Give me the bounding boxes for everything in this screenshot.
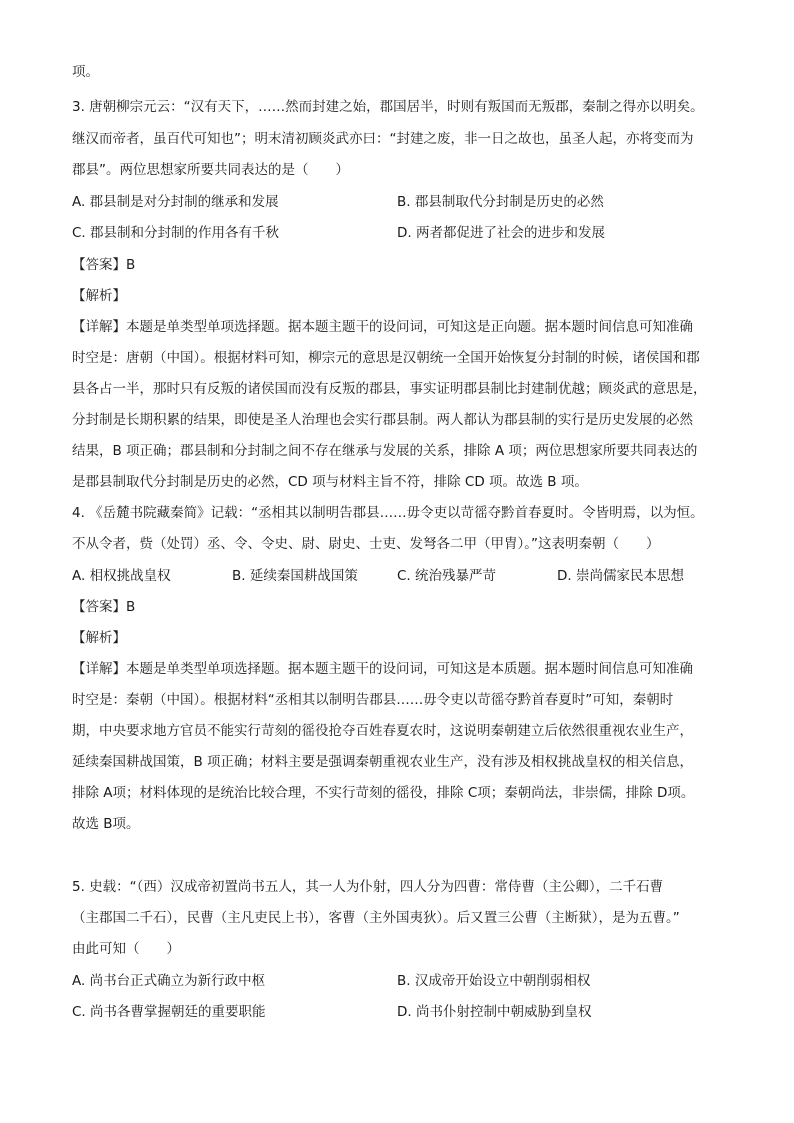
q3-option-d: D. 两者都促进了社会的进步和发展 (397, 225, 605, 241)
q3-detail-line-3: 县各占一半，那时只有反叛的诸侯国而没有反叛的郡县，事实证明郡县制比封建制优越；顾炎武的意思是， (72, 381, 707, 397)
q3-option-c: C. 郡县制和分封制的作用各有千秋 (72, 225, 280, 241)
q4-detail-line-5: 排除 A项；材料体现的是统治比较合理，不实行苛刻的徭役，排除 C项；秦朝尚法，非崇儒，排除 D项。 (72, 785, 695, 801)
prev-question-tail: 项。 (72, 64, 99, 80)
q5-option-c: C. 尚书各曹掌握朝廷的重要职能 (72, 1004, 266, 1020)
q5-stem-line-3: 由此可知（ ） (72, 941, 180, 957)
q5-stem-line-1: 5. 史载：“（西）汉成帝初置尚书五人，其一人为仆射，四人分为四曹：常侍曹（主公卿），二千石曹 (72, 879, 664, 895)
q3-detail-line-2: 时空是：唐朝（中国）。根据材料可知，柳宗元的意思是汉朝统一全国开始恢复分封制的时候，诸侯国和郡 (72, 350, 700, 366)
q4-option-d: D. 崇尚儒家民本思想 (557, 568, 684, 584)
q4-detail-line-2: 时空是：秦朝（中国）。根据材料“丞相其以制明告郡县……毋令吏以苛徭夺黔首春夏时”可知，秦朝时 (72, 692, 674, 708)
q5-stem-line-2: （主郡国二千石），民曹（主凡吏民上书），客曹（主外国夷狄）。后又置三公曹（主断狱），是为五曹。” (72, 910, 680, 926)
q3-detail-line-5: 结果，B 项正确；郡县制和分封制之间不存在继承与发展的关系，排除 A 项；两位思想家所要共同表达的 (72, 443, 698, 459)
q4-stem-line-2: 不从令者，赀（处罚）丞、令、令史、尉、尉史、士吏、发弩各二甲（甲胄）。”这表明秦朝（ ） (72, 536, 660, 552)
q4-option-c: C. 统治残暴严苛 (397, 568, 497, 584)
q3-answer: 【答案】B (72, 257, 136, 273)
q5-option-d: D. 尚书仆射控制中朝威胁到皇权 (397, 1004, 592, 1020)
q3-analysis-label: 【解析】 (72, 288, 126, 304)
q5-option-a: A. 尚书台正式确立为新行政中枢 (72, 973, 266, 989)
q3-stem-line-3: 郡县”。两位思想家所要共同表达的是（ ） (72, 162, 349, 178)
q4-stem-line-1: 4. 《岳麓书院藏秦简》记载：“丞相其以制明告郡县……毋令吏以苛徭夺黔首春夏时。令皆明焉，以为恒。 (72, 505, 704, 521)
q4-detail-line-4: 延续秦国耕战国策，B 项正确；材料主要是强调秦朝重视农业生产，没有涉及相权挑战皇权的相关信息， (72, 754, 694, 770)
q3-detail-line-1: 【详解】本题是单类型单项选择题。据本题主题干的设问词，可知这是正向题。据本题时间信息可知准确 (72, 319, 693, 335)
q3-detail-line-4: 分封制是长期积累的结果，即使是圣人治理也会实行郡县制。两人都认为郡县制的实行是历史发展的必然 (72, 412, 693, 428)
q4-option-a: A. 相权挑战皇权 (72, 568, 171, 584)
q4-analysis-label: 【解析】 (72, 630, 126, 646)
q4-option-b: B. 延续秦国耕战国策 (232, 568, 358, 584)
q5-option-b: B. 汉成帝开始设立中朝削弱相权 (397, 973, 591, 989)
q3-detail-line-6: 是郡县制取代分封制是历史的必然，CD 项与材料主旨不符，排除 CD 项。故选 B 项。 (72, 474, 588, 490)
q4-detail-line-1: 【详解】本题是单类型单项选择题。据本题主题干的设问词，可知这是本质题。据本题时间信息可知准确 (72, 661, 693, 677)
q3-option-a: A. 郡县制是对分封制的继承和发展 (72, 194, 279, 210)
q4-detail-line-3: 期，中央要求地方官员不能实行苛刻的徭役抢夺百姓春夏农时，这说明秦朝建立后依然很重视农业生产， (72, 723, 693, 739)
q3-stem-line-1: 3. 唐朝柳宗元云：“汉有天下，……然而封建之始，郡国居半，时则有叛国而无叛郡，秦制之得亦以明矣。 (72, 99, 704, 115)
q3-option-b: B. 郡县制取代分封制是历史的必然 (397, 194, 604, 210)
q3-stem-line-2: 继汉而帝者，虽百代可知也”；明末清初顾炎武亦曰：“封建之废，非一日之故也，虽圣人起，亦将变而为 (72, 131, 694, 147)
q4-detail-line-6: 故选 B项。 (72, 816, 140, 832)
q4-answer: 【答案】B (72, 599, 136, 615)
